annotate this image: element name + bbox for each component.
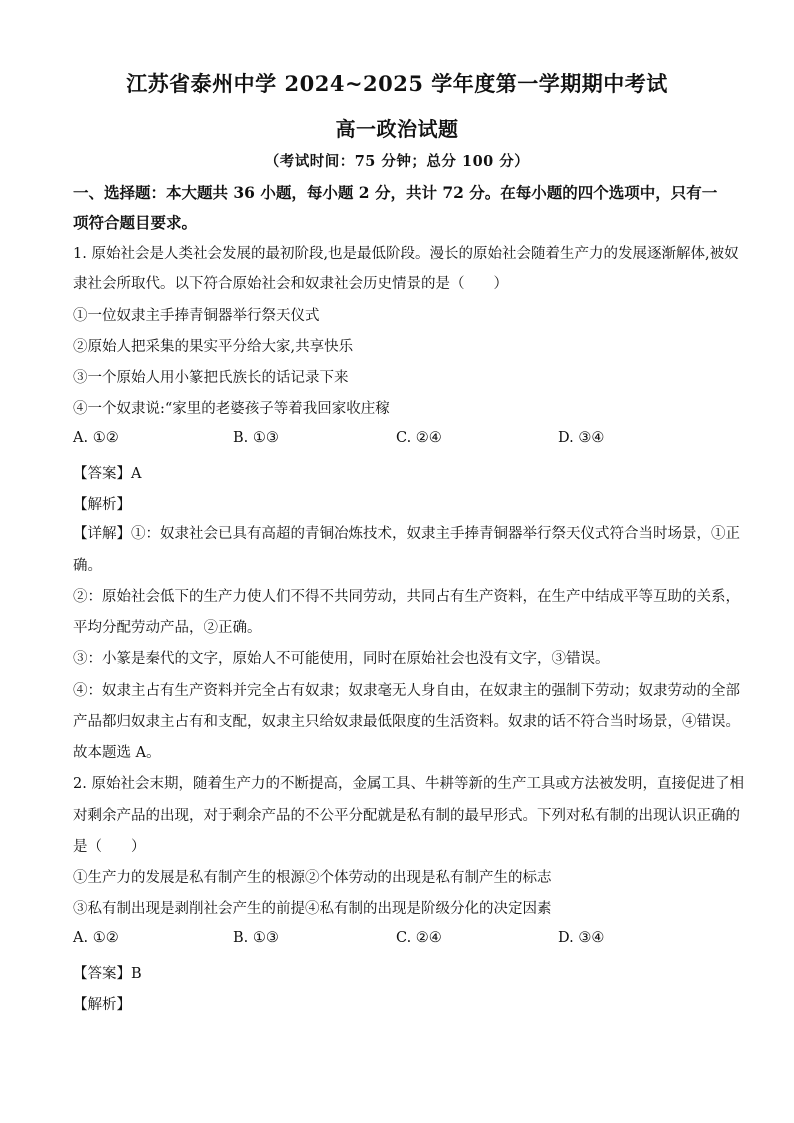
q2-option-d: D. ③④	[558, 930, 605, 946]
section-heading-line2: 项符合题目要求。	[73, 213, 198, 232]
q2-option-a: A. ①②	[73, 930, 119, 946]
q2-option-c: C. ②④	[396, 930, 442, 946]
q1-detail-line1: 【详解】①：奴隶社会已具有高超的青铜冶炼技术，奴隶主手捧青铜器举行祭天仪式符合当时场景，①正	[73, 526, 740, 542]
q1-detail-line7: 产品都归奴隶主占有和支配，奴隶主只给奴隶最低限度的生活资料。奴隶的话不符合当时场景，④错误。	[73, 714, 740, 730]
q1-stem-line2: 隶社会所取代。以下符合原始社会和奴隶社会历史情景的是（ ）	[73, 276, 508, 292]
q2-option-b: B. ①③	[233, 930, 279, 946]
q1-option-b: B. ①③	[233, 430, 279, 446]
q1-item-3: ③一个原始人用小篆把氏族长的话记录下来	[73, 370, 349, 386]
q1-item-4: ④一个奴隶说:“家里的老婆孩子等着我回家收庄稼	[73, 401, 390, 417]
q1-detail-line8: 故本题选 A。	[73, 745, 161, 761]
q2-stem-line2: 对剩余产品的出现，对于剩余产品的不公平分配就是私有制的最早形式。下列对私有制的出现认识正确的	[73, 808, 740, 824]
q1-detail-line3: ②：原始社会低下的生产力使人们不得不共同劳动，共同占有生产资料，在生产中结成平等互助的关系，	[73, 589, 740, 605]
q1-stem-line1: 1. 原始社会是人类社会发展的最初阶段,也是最低阶段。漫长的原始社会随着生产力的发展逐渐解体,被奴	[73, 246, 739, 262]
q1-detail-line6: ④：奴隶主占有生产资料并完全占有奴隶；奴隶毫无人身自由，在奴隶主的强制下劳动；奴隶劳动的全部	[73, 683, 740, 699]
exam-subtitle: 高一政治试题	[335, 117, 459, 141]
q1-detail-line4: 平均分配劳动产品，②正确。	[73, 620, 262, 636]
q1-detail-line5: ③：小篆是秦代的文字，原始人不可能使用，同时在原始社会也没有文字，③错误。	[73, 651, 610, 667]
q2-analysis-label: 【解析】	[73, 997, 131, 1013]
q2-answer: 【答案】B	[73, 966, 142, 982]
exam-info: （考试时间：75 分钟；总分 100 分）	[264, 153, 530, 170]
q2-items-line2: ③私有制出现是剥削社会产生的前提④私有制的出现是阶级分化的决定因素	[73, 901, 552, 917]
q1-item-2: ②原始人把采集的果实平分给大家,共享快乐	[73, 339, 354, 355]
exam-title: 江苏省泰州中学 2024~2025 学年度第一学期期中考试	[126, 71, 668, 96]
q1-option-a: A. ①②	[73, 430, 119, 446]
q1-option-d: D. ③④	[558, 430, 605, 446]
section-heading-line1: 一、选择题：本大题共 36 小题，每小题 2 分，共计 72 分。在每小题的四个选项中，只有一	[73, 183, 718, 202]
q1-detail-line2: 确。	[73, 558, 102, 574]
q2-items-line1: ①生产力的发展是私有制产生的根源②个体劳动的出现是私有制产生的标志	[73, 870, 552, 886]
q2-stem-line3: 是（ ）	[73, 839, 146, 855]
q1-analysis-label: 【解析】	[73, 497, 131, 513]
q2-stem-line1: 2. 原始社会末期，随着生产力的不断提高，金属工具、牛耕等新的生产工具或方法被发明，直接促进了相	[73, 776, 744, 792]
q1-item-1: ①一位奴隶主手捧青铜器举行祭天仪式	[73, 308, 320, 324]
q1-answer: 【答案】A	[73, 466, 142, 482]
q1-option-c: C. ②④	[396, 430, 442, 446]
